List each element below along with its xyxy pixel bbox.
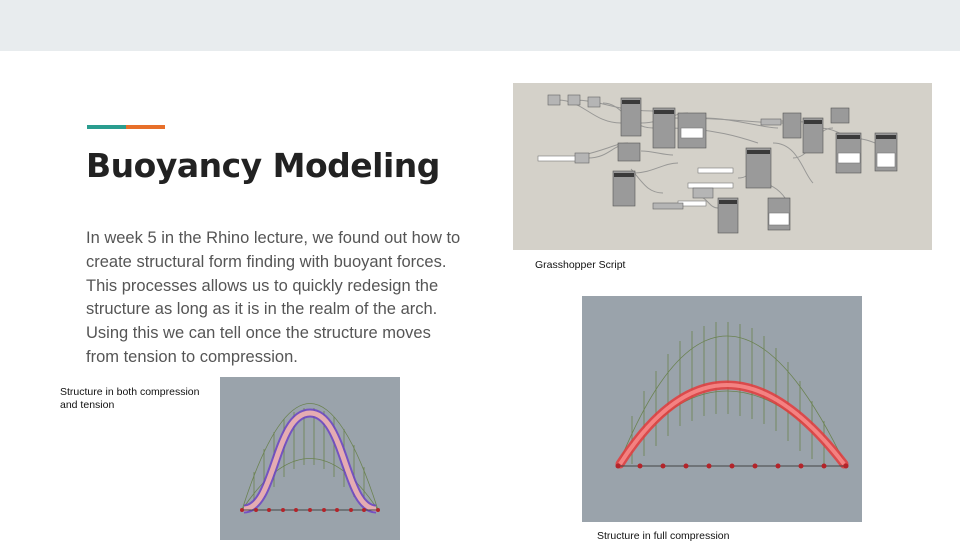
caption-line: Structure in both compression xyxy=(60,386,200,398)
slide-title: Buoyancy Modeling xyxy=(86,146,440,185)
body-line: create structural form finding with buoyant forces. xyxy=(86,252,447,271)
full-compression-caption: Structure in full compression xyxy=(597,530,730,542)
full-compression-image xyxy=(582,296,862,522)
body-line: structure as long as it is in the realm of the arch. xyxy=(86,300,438,319)
slide-body xyxy=(86,227,486,370)
compression-tension-image xyxy=(220,377,400,540)
grasshopper-script-image xyxy=(513,83,932,250)
caption-line: and tension xyxy=(60,399,115,411)
body-line: This processes allows us to quickly redesign the xyxy=(86,276,439,295)
body-line: from tension to compression. xyxy=(86,347,298,366)
grasshopper-caption: Grasshopper Script xyxy=(535,259,626,271)
top-banner xyxy=(0,0,960,51)
accent-bar-teal xyxy=(87,125,126,129)
body-line: Using this we can tell once the structure moves xyxy=(86,324,431,343)
accent-bar-orange xyxy=(126,125,165,129)
body-line: In week 5 in the Rhino lecture, we found out how to xyxy=(86,229,461,247)
compression-tension-caption xyxy=(60,386,210,412)
